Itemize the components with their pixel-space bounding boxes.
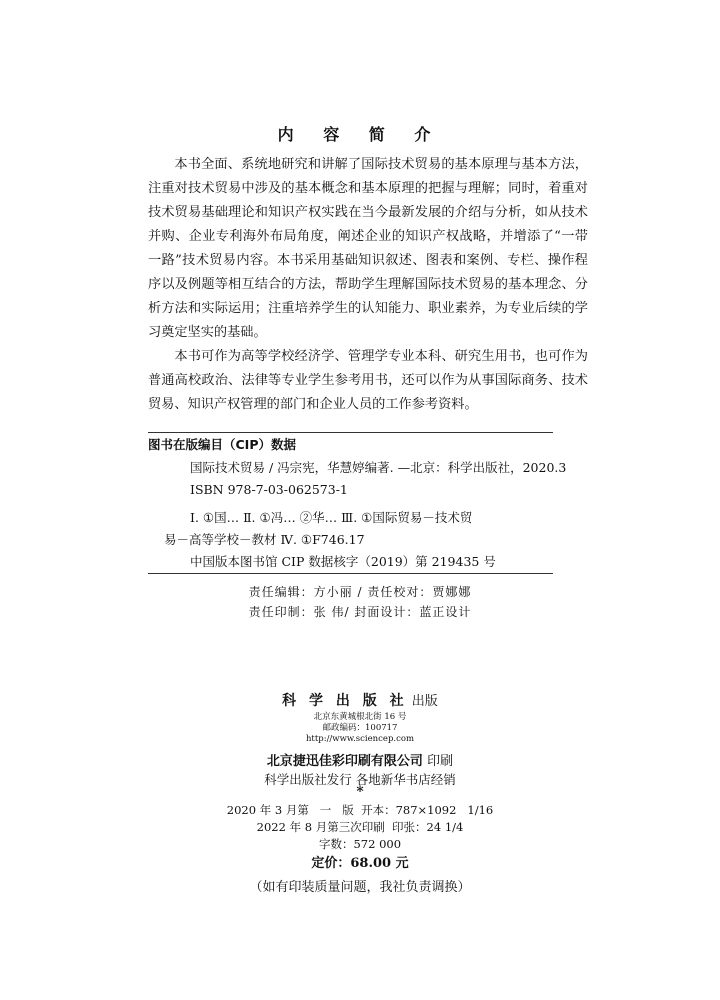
- cip-block: [148, 432, 567, 574]
- abstract-body: [148, 153, 588, 417]
- credits-editor-line: 责任编辑：方小丽 / 责任校对：贾娜娜: [248, 585, 472, 599]
- editorial-credits: [0, 582, 720, 622]
- publisher-address: 北京东黄城根北街 16 号: [313, 712, 407, 722]
- edition-line-2: 2022 年 8 月第三次印刷 印张：24 1/4: [256, 820, 464, 834]
- publisher-suffix: 出版: [407, 694, 438, 709]
- publisher-line: [0, 690, 720, 710]
- page-title: 内 容 简 介: [277, 125, 443, 144]
- printer-suffix: 印刷: [422, 754, 454, 769]
- cip-classification-line-1: Ⅰ. ①国… Ⅱ. ①冯… ②华… Ⅲ. ①国际贸易－技术贸: [190, 510, 473, 525]
- separator-star: *: [356, 784, 364, 800]
- cip-record-number: 中国版本图书馆 CIP 数据核字（2019）第 219435 号: [190, 554, 496, 569]
- edition-line-3: 字数：572 000: [318, 837, 402, 851]
- abstract-paragraph-1: 本书全面、系统地研究和讲解了国际技术贸易的基本原理与基本方法，注重对技术贸易中涉及的基本概念和基本原理的把握与理解；同时，着重对技术贸易基础理论和知识产权实践在当今最新发展的介绍与分析，如从技术并购、企业专利海外布局角度，阐述企业的知识产权战略，并增添了“一带一路”技术贸易内容。本书采用基础知识叙述、图表和案例、专栏、操作程序以及例题等相互结合的方法，帮助学生理解国际技术贸易的基本理念、分析方法和实际运用；注重培养学生的认知能力、职业素养，为专业后续的学习奠定坚实的基础。: [148, 157, 588, 340]
- price: 定价：68.00 元: [311, 856, 409, 871]
- distribution-line: 科学出版社发行 各地新华书店经销: [264, 772, 456, 787]
- quality-notice: （如有印装质量问题，我社负责调换）: [249, 880, 471, 895]
- edition-line-1: 2020 年 3 月第 一 版 开本：787×1092 1/16: [226, 803, 494, 817]
- publisher-postcode: 邮政编码：100717: [322, 723, 398, 733]
- cip-isbn: ISBN 978-7-03-062573-1: [190, 482, 348, 497]
- cip-bibliographic-line: 国际技术贸易 / 冯宗宪，华慧婷编著. —北京：科学出版社，2020.3: [190, 460, 567, 475]
- credits-production-line: 责任印制：张 伟/ 封面设计：蓝正设计: [248, 605, 472, 619]
- printer-name: 北京捷迅佳彩印刷有限公司: [266, 754, 423, 769]
- cip-classification-line-2: 易－高等学校－教材 Ⅳ. ①F746.17: [164, 532, 365, 547]
- printer-line: [0, 750, 720, 769]
- abstract-paragraph-2: 本书可作为高等学校经济学、管理学专业本科、研究生用书，也可作为普通高校政治、法律等专业学生参考用书，还可以作为从事国际商务、技术贸易、知识产权管理的部门和企业人员的工作参考资料。: [148, 349, 588, 412]
- publisher-website: http://www.sciencep.com: [305, 734, 415, 744]
- cip-heading: 图书在版编目（CIP）数据: [148, 437, 296, 452]
- publisher-name: 科 学 出 版 社: [282, 693, 408, 709]
